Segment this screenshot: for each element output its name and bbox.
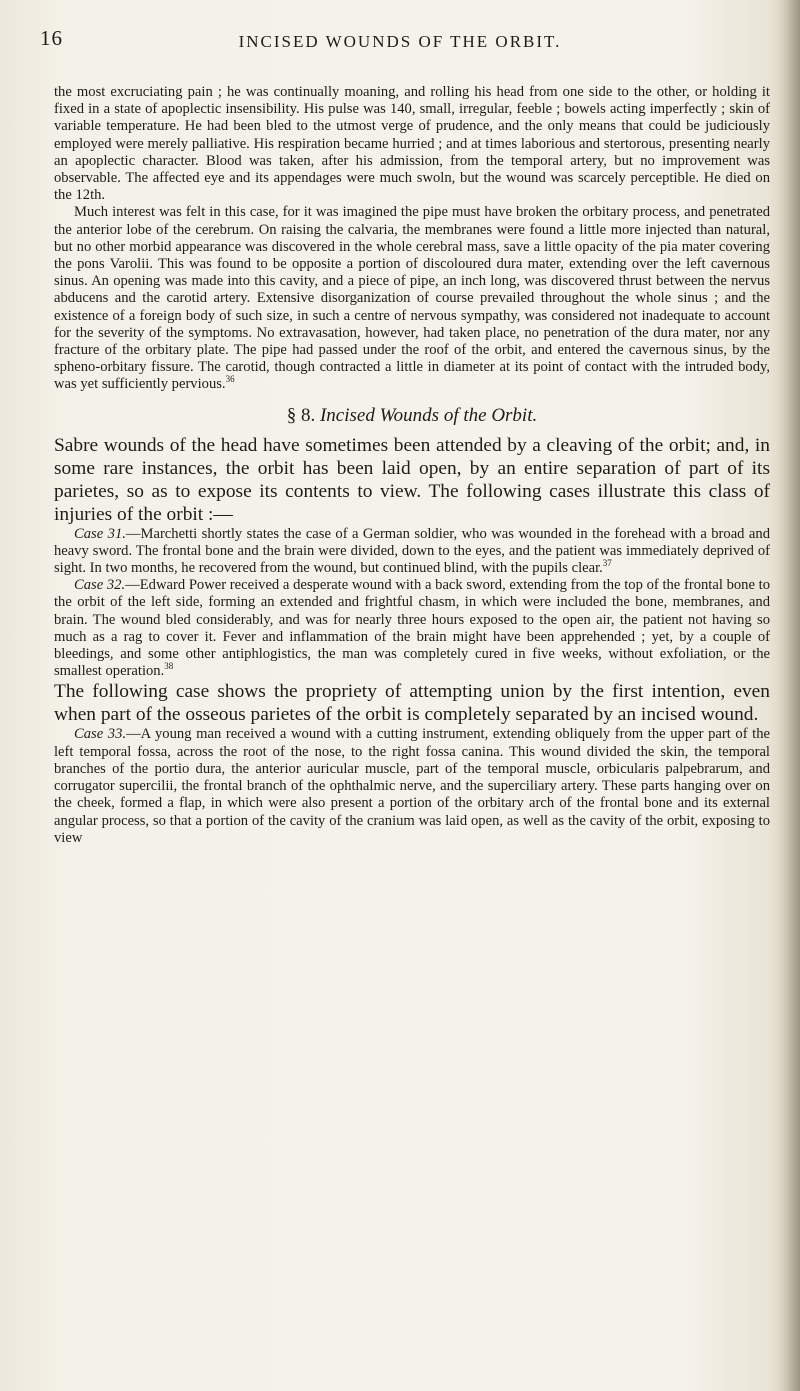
section-number: § 8. (286, 404, 316, 426)
paragraph-post-mortem-text: Much interest was felt in this case, for it was imagined the pipe must have broken the orbitary process, and penetrated the anterior lobe of the cerebrum. On raising the calvaria, the membranes were found a little more injected than natural, but no other morbid appearance was discovered in the whole cerebral mass, save a little opacity of the pia mater covering the pons Varolii. This was found to be opposite a portion of discoloured dura mater, extending over the left cavernous sinus. An opening was made into this cavity, and a piece of pipe, an inch long, was discovered thrust between the nervus abducens and the carotid artery. Extensive disorganization of course prevailed throughout the whole sinus ; and the existence of a foreign body of such size, in such a centre of nervous sympathy, was considered not inadequate to account for the severity of the symptoms. No extravasation, however, had taken place, no penetration of the dura mater, nor any fracture of the orbitary plate. The pipe had passed under the roof of the orbit, and entered the cavernous sinus, by the spheno-orbitary fissure. The carotid, though contracted a little in diameter at its point of contact with the intruded body, was yet sufficiently pervious. (54, 204, 770, 393)
page-number: 16 (40, 26, 63, 50)
footnote-ref-36: 36 (225, 374, 235, 385)
case-33-text: —A young man received a wound with a cutting instrument, extending obliquely from the upper part of the left temporal fossa, across the root of the nose, to the right fossa canina. This wound divided the skin, the temporal branches of the portio dura, the anterior auricular muscle, part of the temporal muscle, orbicularis palpebrarum, and corrugator supercilii, the frontal branch of the ophthalmic nerve, and the superciliary artery. These parts hanging over on the cheek, formed a flap, in which were also present a portion of the orbitary arch of the frontal bone and its external angular process, so that a portion of the cavity of the cranium was laid open, as well as the cavity of the orbit, exposing to view (54, 726, 771, 846)
case-31 (54, 526, 770, 578)
section-heading (54, 404, 770, 428)
footnote-ref-37: 37 (602, 558, 612, 569)
section-title: Incised Wounds of the Orbit. (319, 404, 538, 426)
page-body (54, 84, 770, 847)
case-32 (54, 577, 770, 680)
case-32-text: —Edward Power received a desperate wound with a back sword, extending from the top of the frontal bone to the orbit of the left side, forming an extended and frightful chasm, in which were included the bone, membranes, and brain. The wound bled considerably, and was for nearly three hours exposed to the open air, the patient not having so much as a rag to cover it. Fever and inflammation of the brain might have been apprehended ; yet, by a couple of bleedings, and some other antiphlogistics, the man was completely cured in five weeks, without exfoliation, or the smallest operation. (54, 577, 771, 680)
paragraph-case-continuation: the most excruciating pain ; he was continually moaning, and rolling his head from one side to the other, or holding it fixed in a state of apoplectic insensibility. His pulse was 140, small, irregular, feeble ; bowels acting imperfectly ; skin of variable temperature. He had been bled to the utmost verge of prudence, and the only means that could be judiciously employed were merely palliative. His respiration became hurried ; and at times laborious and stertorous, presenting nearly an apoplectic character. Blood was taken, after his admission, from the temporal artery, but no improvement was observable. The affected eye and its appendages were much swoln, but the wound was scarcely perceptible. He died on the 12th. (54, 84, 770, 204)
paragraph-first-intention: The following case shows the propriety of attempting union by the first intention, even when part of the osseous parietes of the orbit is completely separated by an incised wound. (54, 681, 770, 726)
paragraph-post-mortem (54, 204, 770, 393)
case-31-label: Case 31. (74, 525, 126, 542)
running-title: INCISED WOUNDS OF THE ORBIT. (238, 32, 562, 51)
page-edge-shadow (778, 0, 800, 1391)
case-31-text: —Marchetti shortly states the case of a German soldier, who was wounded in the forehead with a broad and heavy sword. The frontal bone and the brain were divided, down to the eyes, and the patient was immediately deprived of sight. In two months, he recovered from the wound, but continued blind, with the pupils clear. (54, 525, 771, 577)
case-33 (54, 726, 770, 846)
footnote-ref-38: 38 (164, 661, 174, 672)
case-32-label: Case 32. (74, 577, 126, 594)
case-33-label: Case 33. (74, 726, 127, 743)
paragraph-sabre-wounds: Sabre wounds of the head have sometimes been attended by a cleaving of the orbit; and, in some rare instances, the orbit has been laid open, by an entire separation of part of its parietes, so as to expose its contents to view. The following cases illustrate this class of injuries of the orbit :— (54, 434, 770, 525)
